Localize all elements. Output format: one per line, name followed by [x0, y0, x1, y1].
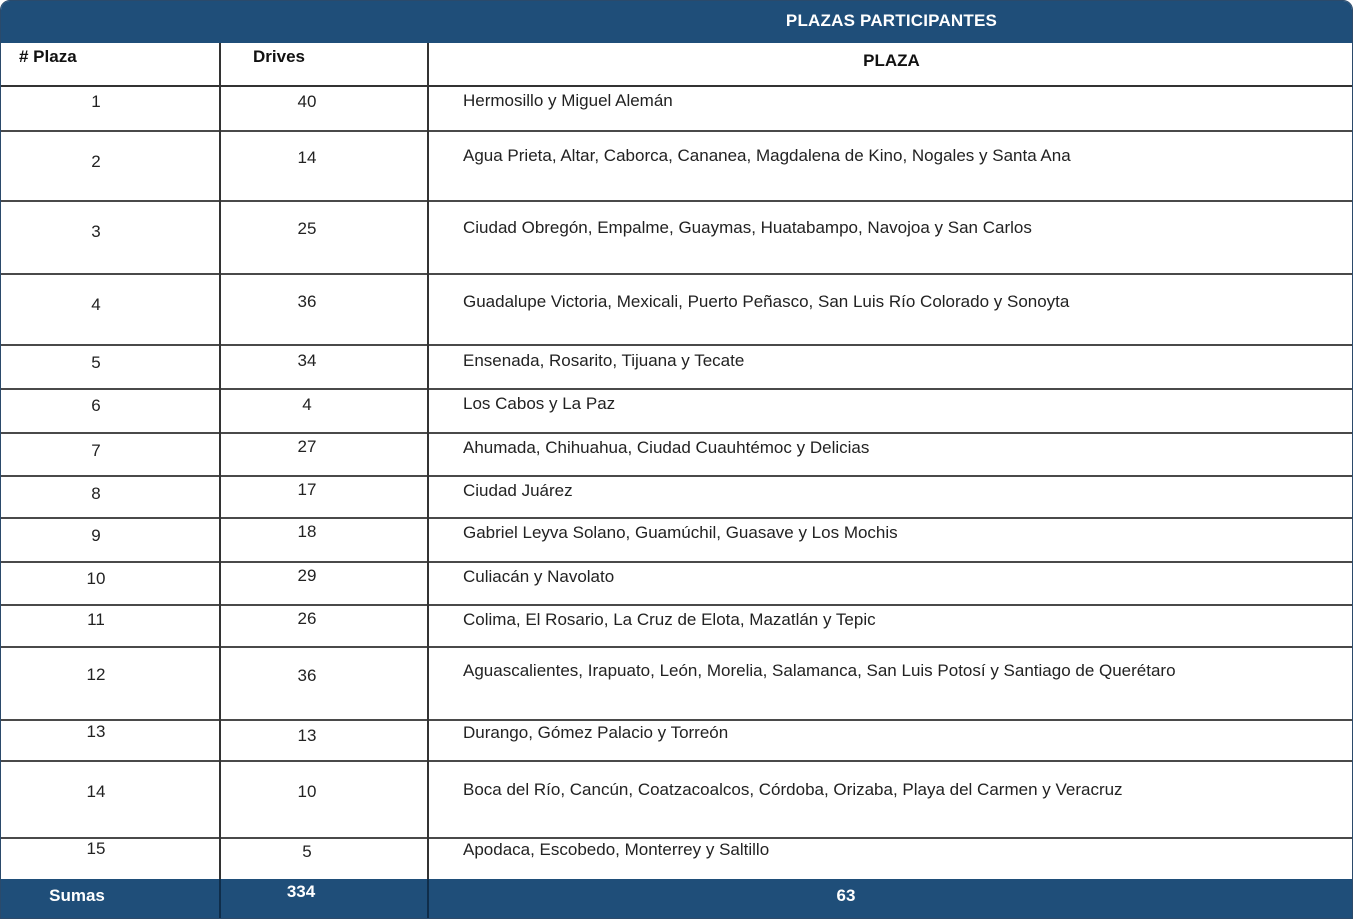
drives-cell: 5	[302, 842, 312, 861]
drives-cell: 14	[297, 148, 317, 167]
header-row	[1, 43, 1353, 87]
plaza-number-cell: 3	[91, 222, 101, 241]
drives-cell: 17	[297, 480, 317, 499]
header-plaza-number: # Plaza	[19, 47, 77, 66]
plaza-total: 63	[836, 886, 856, 905]
plaza-number-cell: 8	[91, 484, 101, 503]
table-row	[1, 721, 1353, 762]
plaza-cell: Apodaca, Escobedo, Monterrey y Saltillo	[463, 840, 770, 859]
column-divider	[427, 43, 429, 879]
plaza-number-cell: 10	[86, 569, 106, 588]
column-divider	[219, 43, 221, 879]
totals-label: Sumas	[49, 886, 105, 905]
plaza-cell: Los Cabos y La Paz	[463, 394, 616, 413]
drives-total: 334	[286, 882, 316, 901]
drives-cell: 26	[297, 609, 317, 628]
plaza-cell: Hermosillo y Miguel Alemán	[463, 91, 673, 110]
plaza-number-cell: 4	[91, 295, 101, 314]
table-row	[1, 762, 1353, 839]
plaza-cell: Boca del Río, Cancún, Coatzacoalcos, Córdoba, Orizaba, Playa del Carmen y Veracruz	[463, 780, 1123, 799]
plaza-cell: Agua Prieta, Altar, Caborca, Cananea, Magdalena de Kino, Nogales y Santa Ana	[463, 146, 1071, 165]
plaza-number-cell: 7	[91, 441, 101, 460]
table-title: PLAZAS PARTICIPANTES	[785, 11, 998, 30]
drives-cell: 36	[297, 666, 317, 685]
table-row	[1, 477, 1353, 519]
drives-cell: 13	[297, 726, 317, 745]
plaza-number-cell: 14	[86, 782, 106, 801]
table-row	[1, 87, 1353, 132]
plaza-cell: Guadalupe Victoria, Mexicali, Puerto Peñasco, San Luis Río Colorado y Sonoyta	[463, 292, 1070, 311]
plaza-cell: Durango, Gómez Palacio y Torreón	[463, 723, 729, 742]
drives-cell: 10	[297, 782, 317, 801]
drives-cell: 18	[297, 522, 317, 541]
drives-cell: 25	[297, 219, 317, 238]
header-plaza: PLAZA	[863, 51, 920, 70]
plaza-number-cell: 5	[91, 353, 101, 372]
table-row	[1, 346, 1353, 390]
plaza-cell: Ensenada, Rosarito, Tijuana y Tecate	[463, 351, 745, 370]
totals-row	[1, 879, 1353, 919]
table-row	[1, 606, 1353, 648]
plaza-number-cell: 2	[91, 152, 101, 171]
plaza-cell: Culiacán y Navolato	[463, 567, 615, 586]
header-drives: Drives	[253, 47, 305, 66]
table-row	[1, 390, 1353, 434]
drives-cell: 27	[297, 437, 317, 456]
plaza-number-cell: 11	[87, 610, 105, 629]
table-row	[1, 839, 1353, 879]
plaza-cell: Ciudad Juárez	[463, 481, 573, 500]
drives-cell: 34	[297, 351, 317, 370]
table-row	[1, 132, 1353, 202]
table-row	[1, 434, 1353, 477]
table-row	[1, 275, 1353, 346]
table-row	[1, 648, 1353, 721]
drives-cell: 4	[302, 395, 312, 414]
plaza-cell: Colima, El Rosario, La Cruz de Elota, Mazatlán y Tepic	[463, 610, 876, 629]
plaza-number-cell: 12	[86, 665, 106, 684]
title-bar	[1, 1, 1353, 43]
plaza-number-cell: 9	[91, 526, 101, 545]
drives-cell: 36	[297, 292, 317, 311]
plaza-number-cell: 6	[91, 396, 101, 415]
plaza-number-cell: 15	[86, 839, 106, 858]
plaza-cell: Ciudad Obregón, Empalme, Guaymas, Huatabampo, Navojoa y San Carlos	[463, 218, 1032, 237]
plaza-cell: Ahumada, Chihuahua, Ciudad Cuauhtémoc y Delicias	[463, 438, 870, 457]
table-row	[1, 563, 1353, 606]
table-row	[1, 202, 1353, 275]
plaza-cell: Gabriel Leyva Solano, Guamúchil, Guasave y Los Mochis	[463, 523, 898, 542]
plaza-number-cell: 1	[91, 92, 101, 111]
plaza-number-cell: 13	[86, 722, 106, 741]
drives-cell: 29	[297, 566, 317, 585]
drives-cell: 40	[297, 92, 317, 111]
table-row	[1, 519, 1353, 563]
plaza-cell: Aguascalientes, Irapuato, León, Morelia, Salamanca, San Luis Potosí y Santiago de Querétaro	[463, 661, 1176, 680]
